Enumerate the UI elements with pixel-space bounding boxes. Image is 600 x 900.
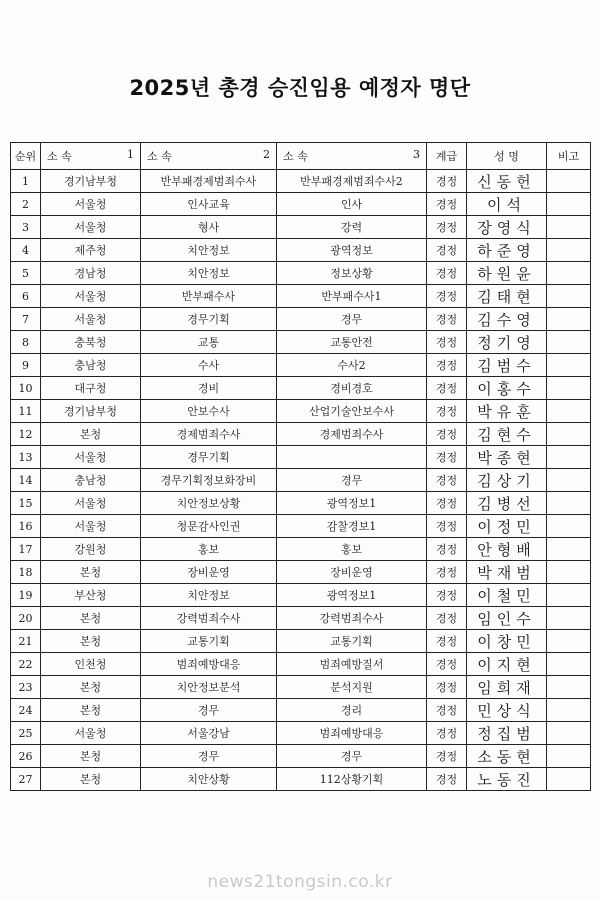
cell-note	[547, 538, 591, 561]
cell-affiliation-2: 안보수사	[141, 400, 277, 423]
cell-affiliation-3: 광역정보1	[277, 492, 427, 515]
cell-rank: 3	[11, 216, 41, 239]
table-row	[11, 400, 591, 423]
cell-affiliation-3: 홍보	[277, 538, 427, 561]
cell-affiliation-1: 경남청	[41, 262, 141, 285]
cell-name: 이석	[467, 193, 547, 216]
cell-rank: 9	[11, 354, 41, 377]
cell-affiliation-2: 반부패경제범죄수사	[141, 170, 277, 193]
table-row	[11, 676, 591, 699]
cell-affiliation-2: 경무기획	[141, 446, 277, 469]
cell-affiliation-1: 서울청	[41, 446, 141, 469]
cell-name: 이창민	[467, 630, 547, 653]
cell-affiliation-1: 충남청	[41, 354, 141, 377]
cell-rank: 15	[11, 492, 41, 515]
cell-grade: 경정	[427, 262, 467, 285]
cell-affiliation-3: 경무	[277, 308, 427, 331]
table-row	[11, 515, 591, 538]
cell-note	[547, 492, 591, 515]
cell-grade: 경정	[427, 423, 467, 446]
cell-affiliation-2: 인사교육	[141, 193, 277, 216]
cell-rank: 12	[11, 423, 41, 446]
cell-affiliation-1: 대구청	[41, 377, 141, 400]
cell-rank: 5	[11, 262, 41, 285]
cell-affiliation-3: 광역정보1	[277, 584, 427, 607]
cell-name: 김태현	[467, 285, 547, 308]
cell-name: 김상기	[467, 469, 547, 492]
cell-affiliation-1: 강원청	[41, 538, 141, 561]
cell-note	[547, 262, 591, 285]
cell-affiliation-1: 서울청	[41, 308, 141, 331]
cell-name: 임인수	[467, 607, 547, 630]
cell-affiliation-3: 강력	[277, 216, 427, 239]
cell-affiliation-1: 본청	[41, 630, 141, 653]
cell-affiliation-2: 치안정보분석	[141, 676, 277, 699]
cell-affiliation-1: 충북청	[41, 331, 141, 354]
cell-affiliation-2: 경무기획	[141, 308, 277, 331]
cell-affiliation-3: 강력범죄수사	[277, 607, 427, 630]
cell-note	[547, 400, 591, 423]
cell-note	[547, 699, 591, 722]
cell-affiliation-3: 112상황기획	[277, 768, 427, 791]
cell-affiliation-2: 치안정보	[141, 262, 277, 285]
cell-affiliation-3: 경무	[277, 745, 427, 768]
cell-name: 정집범	[467, 722, 547, 745]
cell-affiliation-3: 교통기획	[277, 630, 427, 653]
table-row	[11, 607, 591, 630]
header-affiliation-2: 소 속 2	[141, 143, 277, 170]
cell-grade: 경정	[427, 492, 467, 515]
cell-affiliation-1: 본청	[41, 676, 141, 699]
cell-rank: 19	[11, 584, 41, 607]
cell-rank: 27	[11, 768, 41, 791]
cell-affiliation-1: 서울청	[41, 285, 141, 308]
cell-affiliation-3: 반부패수사1	[277, 285, 427, 308]
cell-note	[547, 170, 591, 193]
cell-grade: 경정	[427, 538, 467, 561]
cell-affiliation-2: 경비	[141, 377, 277, 400]
cell-rank: 23	[11, 676, 41, 699]
cell-grade: 경정	[427, 584, 467, 607]
cell-note	[547, 446, 591, 469]
header-affiliation-1: 소 속 1	[41, 143, 141, 170]
table-row	[11, 377, 591, 400]
table-row	[11, 285, 591, 308]
cell-note	[547, 423, 591, 446]
cell-rank: 17	[11, 538, 41, 561]
table-row	[11, 745, 591, 768]
table-row	[11, 722, 591, 745]
cell-name: 이홍수	[467, 377, 547, 400]
cell-affiliation-1: 서울청	[41, 193, 141, 216]
cell-note	[547, 745, 591, 768]
table-row	[11, 469, 591, 492]
cell-grade: 경정	[427, 285, 467, 308]
cell-affiliation-2: 경제범죄수사	[141, 423, 277, 446]
cell-affiliation-2: 장비운영	[141, 561, 277, 584]
cell-affiliation-1: 제주청	[41, 239, 141, 262]
cell-grade: 경정	[427, 630, 467, 653]
cell-affiliation-3: 범죄예방대응	[277, 722, 427, 745]
cell-rank: 14	[11, 469, 41, 492]
table-row	[11, 262, 591, 285]
cell-affiliation-1: 본청	[41, 699, 141, 722]
cell-rank: 26	[11, 745, 41, 768]
cell-affiliation-3: 경비경호	[277, 377, 427, 400]
cell-grade: 경정	[427, 354, 467, 377]
cell-affiliation-3: 산업기술안보수사	[277, 400, 427, 423]
cell-name: 이철민	[467, 584, 547, 607]
cell-name: 소동현	[467, 745, 547, 768]
table-row	[11, 630, 591, 653]
table-row	[11, 423, 591, 446]
cell-name: 박종현	[467, 446, 547, 469]
header-name: 성 명	[467, 143, 547, 170]
cell-grade: 경정	[427, 216, 467, 239]
cell-grade: 경정	[427, 607, 467, 630]
cell-note	[547, 653, 591, 676]
cell-affiliation-2: 수사	[141, 354, 277, 377]
cell-affiliation-2: 교통기획	[141, 630, 277, 653]
cell-grade: 경정	[427, 745, 467, 768]
cell-affiliation-1: 본청	[41, 768, 141, 791]
header-note: 비고	[547, 143, 591, 170]
cell-grade: 경정	[427, 699, 467, 722]
cell-grade: 경정	[427, 653, 467, 676]
cell-grade: 경정	[427, 239, 467, 262]
table-row	[11, 492, 591, 515]
cell-affiliation-1: 경기남부청	[41, 170, 141, 193]
cell-affiliation-1: 본청	[41, 607, 141, 630]
cell-affiliation-3: 경제범죄수사	[277, 423, 427, 446]
cell-grade: 경정	[427, 722, 467, 745]
cell-note	[547, 630, 591, 653]
cell-affiliation-2: 치안정보	[141, 239, 277, 262]
cell-affiliation-2: 교통	[141, 331, 277, 354]
table-row	[11, 768, 591, 791]
cell-affiliation-1: 경기남부청	[41, 400, 141, 423]
cell-affiliation-2: 강력범죄수사	[141, 607, 277, 630]
cell-rank: 20	[11, 607, 41, 630]
table-row	[11, 584, 591, 607]
document-title: 2025년 총경 승진임용 예정자 명단	[129, 76, 471, 100]
cell-affiliation-2: 경무	[141, 699, 277, 722]
cell-affiliation-1: 서울청	[41, 722, 141, 745]
cell-grade: 경정	[427, 331, 467, 354]
cell-rank: 22	[11, 653, 41, 676]
table-row	[11, 216, 591, 239]
cell-name: 김수영	[467, 308, 547, 331]
cell-note	[547, 676, 591, 699]
header-rank: 순위	[11, 143, 41, 170]
table-row	[11, 561, 591, 584]
cell-note	[547, 354, 591, 377]
cell-grade: 경정	[427, 377, 467, 400]
header-grade: 계급	[427, 143, 467, 170]
cell-affiliation-2: 경무기획정보화장비	[141, 469, 277, 492]
cell-name: 하준영	[467, 239, 547, 262]
cell-note	[547, 515, 591, 538]
cell-note	[547, 722, 591, 745]
cell-name: 안형배	[467, 538, 547, 561]
cell-name: 김병선	[467, 492, 547, 515]
cell-grade: 경정	[427, 469, 467, 492]
site-watermark: news21tongsin.co.kr	[207, 872, 393, 892]
cell-rank: 13	[11, 446, 41, 469]
cell-rank: 6	[11, 285, 41, 308]
cell-note	[547, 607, 591, 630]
cell-rank: 4	[11, 239, 41, 262]
cell-name: 박유훈	[467, 400, 547, 423]
cell-affiliation-1: 충남청	[41, 469, 141, 492]
cell-affiliation-3: 감찰경보1	[277, 515, 427, 538]
cell-affiliation-2: 치안정보	[141, 584, 277, 607]
cell-note	[547, 331, 591, 354]
cell-rank: 2	[11, 193, 41, 216]
cell-affiliation-1: 부산청	[41, 584, 141, 607]
cell-affiliation-3: 장비운영	[277, 561, 427, 584]
table-row	[11, 653, 591, 676]
cell-grade: 경정	[427, 676, 467, 699]
cell-rank: 7	[11, 308, 41, 331]
cell-note	[547, 561, 591, 584]
cell-note	[547, 308, 591, 331]
cell-rank: 25	[11, 722, 41, 745]
cell-affiliation-1: 인천청	[41, 653, 141, 676]
table-row	[11, 308, 591, 331]
cell-rank: 11	[11, 400, 41, 423]
cell-name: 김현수	[467, 423, 547, 446]
cell-affiliation-3: 정보상황	[277, 262, 427, 285]
cell-grade: 경정	[427, 768, 467, 791]
table-row	[11, 699, 591, 722]
cell-grade: 경정	[427, 561, 467, 584]
cell-rank: 10	[11, 377, 41, 400]
cell-affiliation-2: 반부패수사	[141, 285, 277, 308]
cell-name: 민상식	[467, 699, 547, 722]
table-header-row	[11, 143, 591, 170]
cell-affiliation-2: 범죄예방대응	[141, 653, 277, 676]
cell-name: 이지현	[467, 653, 547, 676]
table-row	[11, 331, 591, 354]
table-body	[11, 170, 591, 791]
cell-rank: 18	[11, 561, 41, 584]
cell-affiliation-2: 형사	[141, 216, 277, 239]
cell-affiliation-2: 청문감사인권	[141, 515, 277, 538]
table-row	[11, 446, 591, 469]
cell-affiliation-1: 본청	[41, 745, 141, 768]
cell-affiliation-3: 반부패경제범죄수사2	[277, 170, 427, 193]
cell-affiliation-2: 치안상황	[141, 768, 277, 791]
cell-affiliation-3: 수사2	[277, 354, 427, 377]
cell-affiliation-2: 홍보	[141, 538, 277, 561]
cell-name: 박재범	[467, 561, 547, 584]
cell-affiliation-3: 범죄예방질서	[277, 653, 427, 676]
cell-note	[547, 193, 591, 216]
cell-grade: 경정	[427, 193, 467, 216]
table-row	[11, 170, 591, 193]
cell-name: 정기영	[467, 331, 547, 354]
cell-affiliation-3: 광역정보	[277, 239, 427, 262]
cell-name: 이정민	[467, 515, 547, 538]
cell-name: 노동진	[467, 768, 547, 791]
cell-grade: 경정	[427, 515, 467, 538]
cell-affiliation-3: 분석지원	[277, 676, 427, 699]
cell-note	[547, 285, 591, 308]
cell-affiliation-1: 본청	[41, 423, 141, 446]
table-row	[11, 354, 591, 377]
cell-rank: 16	[11, 515, 41, 538]
cell-grade: 경정	[427, 446, 467, 469]
cell-name: 김범수	[467, 354, 547, 377]
cell-note	[547, 216, 591, 239]
header-affiliation-3: 소 속 3	[277, 143, 427, 170]
cell-affiliation-3: 경무	[277, 469, 427, 492]
cell-name: 하원윤	[467, 262, 547, 285]
table-row	[11, 239, 591, 262]
cell-note	[547, 377, 591, 400]
cell-affiliation-1: 서울청	[41, 515, 141, 538]
cell-affiliation-2: 경무	[141, 745, 277, 768]
cell-name: 장영식	[467, 216, 547, 239]
cell-note	[547, 768, 591, 791]
cell-affiliation-2: 치안정보상황	[141, 492, 277, 515]
cell-grade: 경정	[427, 170, 467, 193]
cell-note	[547, 584, 591, 607]
cell-affiliation-3: 교통안전	[277, 331, 427, 354]
cell-rank: 1	[11, 170, 41, 193]
promotion-roster-table	[10, 142, 591, 791]
cell-grade: 경정	[427, 400, 467, 423]
cell-affiliation-3: 인사	[277, 193, 427, 216]
cell-name: 임희재	[467, 676, 547, 699]
cell-name: 신동헌	[467, 170, 547, 193]
cell-rank: 21	[11, 630, 41, 653]
cell-affiliation-3	[277, 446, 427, 469]
cell-note	[547, 239, 591, 262]
table-row	[11, 193, 591, 216]
cell-affiliation-1: 본청	[41, 561, 141, 584]
cell-rank: 8	[11, 331, 41, 354]
cell-affiliation-3: 경리	[277, 699, 427, 722]
cell-grade: 경정	[427, 308, 467, 331]
cell-affiliation-1: 서울청	[41, 216, 141, 239]
table-row	[11, 538, 591, 561]
cell-affiliation-2: 서울강남	[141, 722, 277, 745]
cell-note	[547, 469, 591, 492]
cell-rank: 24	[11, 699, 41, 722]
cell-affiliation-1: 서울청	[41, 492, 141, 515]
